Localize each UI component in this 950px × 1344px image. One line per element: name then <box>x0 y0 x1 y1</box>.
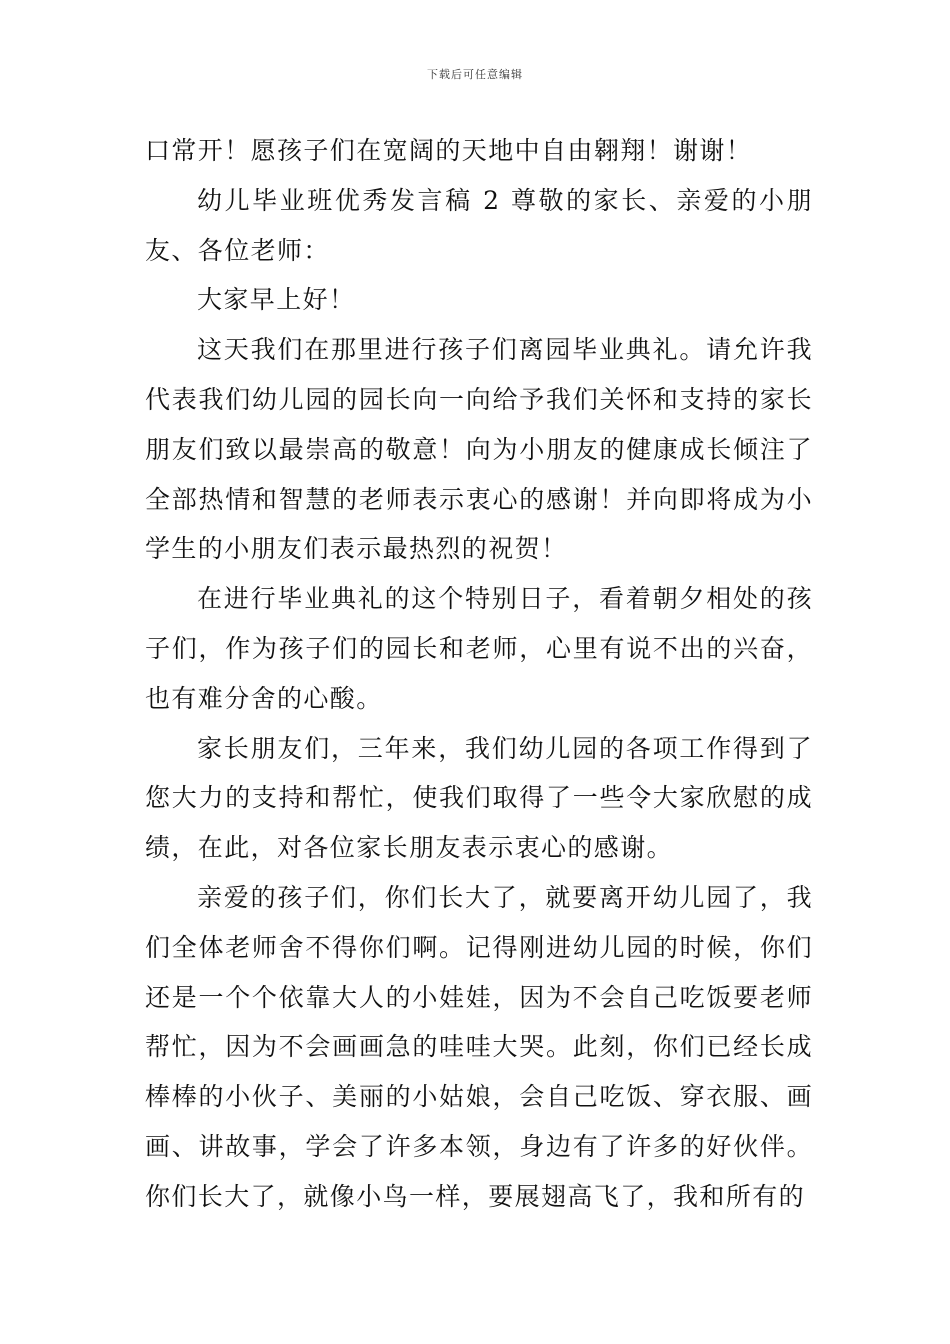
header-note: 下载后可任意编辑 <box>427 68 523 81</box>
paragraph-4: 这天我们在那里进行孩子们离园毕业典礼。请允许我代表我们幼儿园的园长向一向给予我们关怀和支持的家长朋友们致以最崇高的敬意！向为小朋友的健康成长倾注了全部热情和智慧的老师表示衷心的感谢！并向即将成为小学生的小朋友们表示最热烈的祝贺！ <box>145 335 813 564</box>
document-body <box>145 126 813 1222</box>
paragraph-2: 幼儿毕业班优秀发言稿 2 尊敬的家长、亲爱的小朋友、各位老师： <box>145 185 813 265</box>
paragraph-1: 口常开！愿孩子们在宽阔的天地中自由翱翔！谢谢！ <box>145 136 753 165</box>
paragraph-7: 亲爱的孩子们，你们长大了，就要离开幼儿园了，我们全体老师舍不得你们啊。记得刚进幼儿园的时候，你们还是一个个依靠大人的小娃娃，因为不会自己吃饭要老师帮忙，因为不会画画急的哇哇大哭。此刻，你们已经长成棒棒的小伙子、美丽的小姑娘，会自己吃饭、穿衣服、画画、讲故事，学会了许多本领，身边有了许多的好伙伴。你们长大了，就像小鸟一样，要展翅高飞了，我和所有的 <box>145 882 813 1211</box>
paragraph-3: 大家早上好！ <box>197 285 356 315</box>
paragraph-6: 家长朋友们，三年来，我们幼儿园的各项工作得到了您大力的支持和帮忙，使我们取得了一些令大家欣慰的成绩，在此，对各位家长朋友表示衷心的感谢。 <box>145 733 813 863</box>
paragraph-5: 在进行毕业典礼的这个特别日子，看着朝夕相处的孩子们，作为孩子们的园长和老师，心里有说不出的兴奋，也有难分舍的心酸。 <box>145 584 813 713</box>
